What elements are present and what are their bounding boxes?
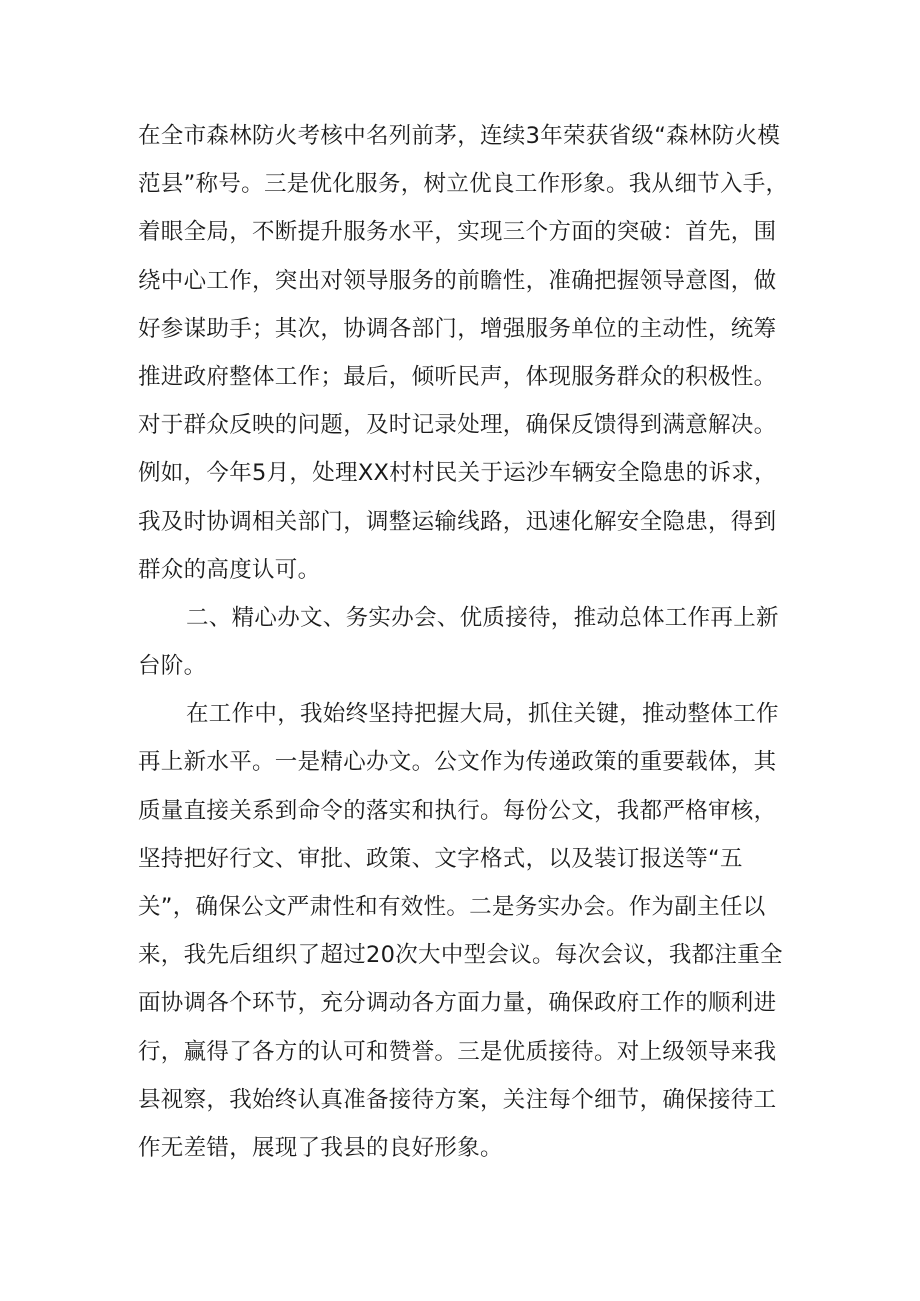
text-line: 行，赢得了各方的认可和赞誉。三是优质接待。对上级领导来我	[138, 1038, 777, 1065]
heading-line: 二、精心办文、务实办会、优质接待，推动总体工作再上新	[186, 604, 779, 631]
text-line: 着眼全局，不断提升服务水平，实现三个方面的突破：首先，围	[138, 219, 777, 246]
section-heading-2	[138, 594, 788, 690]
text-line: 县视察，我始终认真准备接待方案，关注每个细节，确保接待工	[138, 1086, 777, 1113]
text-line: 来，我先后组织了超过20次大中型会议。每次会议，我都注重全	[138, 942, 783, 969]
document-body	[138, 112, 788, 1172]
text-line: 范县”称号。三是优化服务，树立优良工作形象。我从细节入手，	[138, 171, 789, 198]
text-line: 绕中心工作，突出对领导服务的前瞻性，准确把握领导意图，做	[138, 267, 777, 294]
text-line: 对于群众反映的问题，及时记录处理，确保反馈得到满意解决。	[138, 412, 777, 439]
text-line: 在全市森林防火考核中名列前茅，连续3年荣获省级“森林防火模	[138, 123, 781, 149]
paragraph-1	[138, 112, 788, 594]
text-line: 好参谋助手；其次，协调各部门，增强服务单位的主动性，统筹	[138, 315, 777, 342]
text-line: 例如，今年5月，处理XX村村民关于运沙车辆安全隐患的诉求，	[138, 460, 777, 487]
text-line: 作无差错，展现了我县的良好形象。	[138, 1134, 503, 1161]
text-line: 面协调各个环节，充分调动各方面力量，确保政府工作的顺利进	[138, 990, 777, 1017]
text-line: 坚持把好行文、审批、政策、文字格式，以及装订报送等“五	[138, 845, 743, 872]
paragraph-2	[138, 690, 788, 1172]
text-line: 质量直接关系到命令的落实和执行。每份公文，我都严格审核，	[138, 797, 777, 824]
text-line: 再上新水平。一是精心办文。公文作为传递政策的重要载体，其	[138, 749, 777, 776]
text-line: 群众的高度认可。	[138, 556, 321, 583]
text-line: 我及时协调相关部门，调整运输线路，迅速化解安全隐患，得到	[138, 508, 777, 535]
text-line: 关”，确保公文严肃性和有效性。二是务实办会。作为副主任以	[138, 894, 766, 920]
text-line: 在工作中，我始终坚持把握大局，抓住关键，推动整体工作	[186, 701, 779, 728]
heading-line: 台阶。	[138, 653, 207, 680]
text-line: 推进政府整体工作；最后，倾听民声，体现服务群众的积极性。	[138, 363, 777, 390]
